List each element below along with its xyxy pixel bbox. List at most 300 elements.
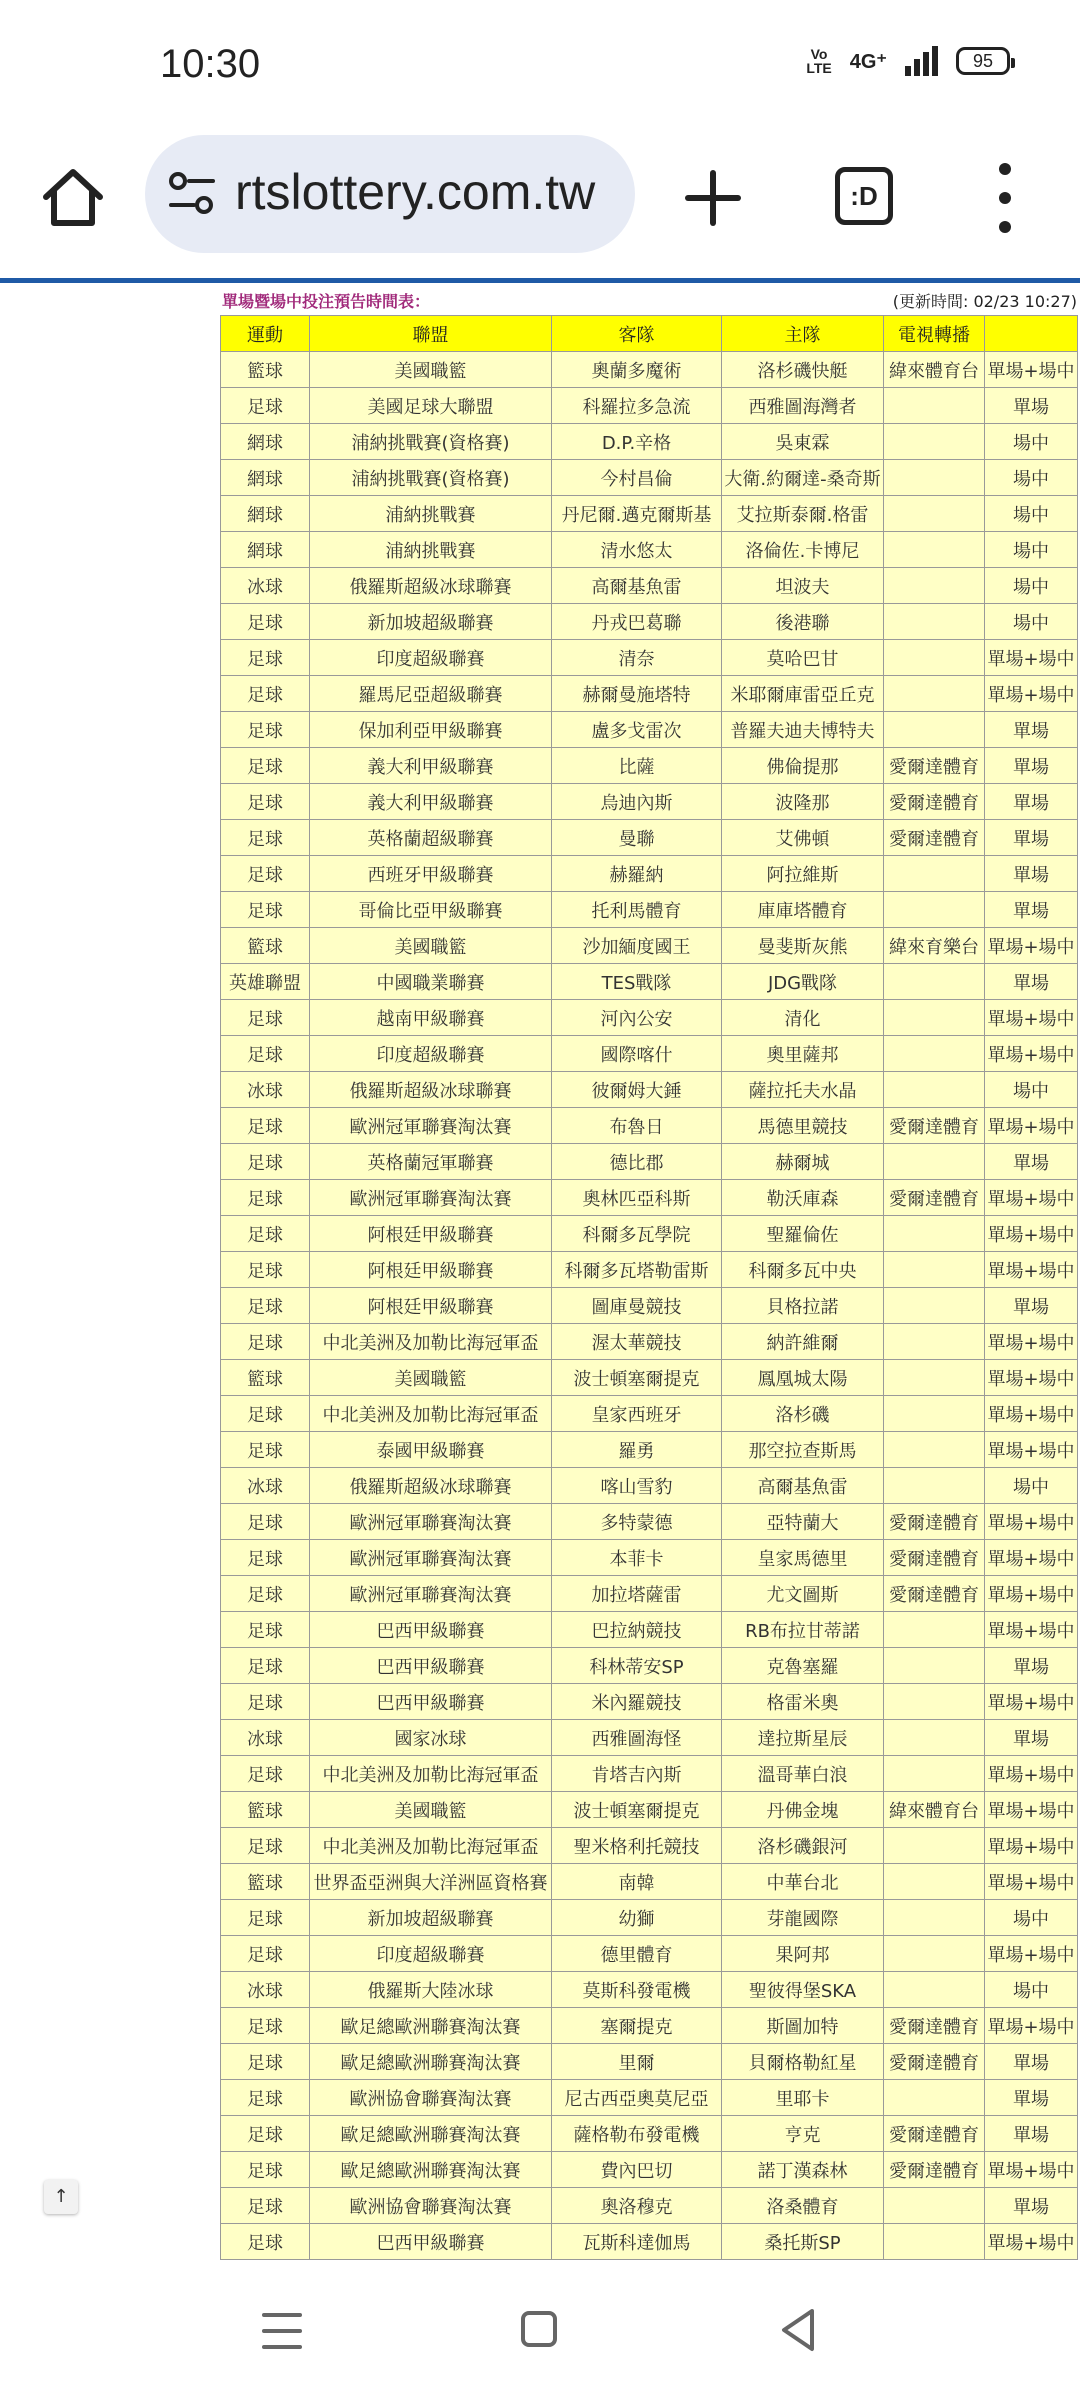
table-row: [221, 388, 1078, 424]
cell-sport: 足球: [221, 1756, 310, 1792]
cell-sport: 足球: [221, 1936, 310, 1972]
cell-tv: [884, 640, 985, 676]
cell-away-team: 渥太華競技: [552, 1324, 722, 1360]
cell-away-team: 比薩: [552, 748, 722, 784]
table-row: [221, 604, 1078, 640]
cell-home-team: 亨克: [722, 2116, 884, 2152]
cell-league: 哥倫比亞甲級聯賽: [310, 892, 552, 928]
header-type: [985, 316, 1078, 352]
table-row: [221, 748, 1078, 784]
table-row: [221, 2008, 1078, 2044]
table-row: [221, 1324, 1078, 1360]
cell-away-team: 南韓: [552, 1864, 722, 1900]
cell-home-team: 赫爾城: [722, 1144, 884, 1180]
cell-tv: [884, 388, 985, 424]
cell-league: 羅馬尼亞超級聯賽: [310, 676, 552, 712]
cell-tv: [884, 424, 985, 460]
cell-away-team: 科爾多瓦塔勒雷斯: [552, 1252, 722, 1288]
cell-away-team: 圖庫曼競技: [552, 1288, 722, 1324]
cell-bet-type: 單場: [985, 712, 1078, 748]
cell-away-team: 曼聯: [552, 820, 722, 856]
cell-tv: 愛爾達體育: [884, 1180, 985, 1216]
recents-icon[interactable]: [262, 2313, 302, 2349]
cell-bet-type: 單場+場中: [985, 1108, 1078, 1144]
table-row: [221, 568, 1078, 604]
cell-bet-type: 單場+場中: [985, 2008, 1078, 2044]
cell-league: 美國職籃: [310, 1792, 552, 1828]
signal-icon: [905, 46, 938, 76]
cell-bet-type: 單場+場中: [985, 640, 1078, 676]
cell-bet-type: 單場+場中: [985, 1180, 1078, 1216]
volte-icon: Vo LTE: [806, 46, 832, 76]
cell-sport: 網球: [221, 424, 310, 460]
cell-sport: 足球: [221, 1288, 310, 1324]
cell-away-team: 尼古西亞奧莫尼亞: [552, 2080, 722, 2116]
table-row: [221, 712, 1078, 748]
home-nav-icon[interactable]: [521, 2311, 557, 2347]
cell-tv: [884, 1648, 985, 1684]
cell-tv: [884, 1324, 985, 1360]
cell-away-team: 喀山雪豹: [552, 1468, 722, 1504]
cell-sport: 足球: [221, 676, 310, 712]
url-text[interactable]: rtslottery.com.tw: [235, 164, 596, 220]
table-row: [221, 1828, 1078, 1864]
cell-home-team: 克魯塞羅: [722, 1648, 884, 1684]
cell-home-team: 洛杉磯: [722, 1396, 884, 1432]
cell-bet-type: 單場+場中: [985, 1036, 1078, 1072]
browser-toolbar: [0, 135, 1080, 280]
cell-home-team: 中華台北: [722, 1864, 884, 1900]
cell-bet-type: 單場: [985, 2080, 1078, 2116]
table-row: [221, 496, 1078, 532]
cell-tv: [884, 1288, 985, 1324]
cell-sport: 足球: [221, 640, 310, 676]
cell-sport: 足球: [221, 1900, 310, 1936]
cell-tv: [884, 1828, 985, 1864]
cell-sport: 足球: [221, 1504, 310, 1540]
cell-away-team: 科羅拉多急流: [552, 388, 722, 424]
cell-home-team: 艾拉斯泰爾.格雷: [722, 496, 884, 532]
table-row: [221, 352, 1078, 388]
cell-home-team: 薩拉托夫水晶: [722, 1072, 884, 1108]
header-home: 主隊: [722, 316, 884, 352]
system-nav-bar: [0, 2263, 1080, 2400]
cell-sport: 足球: [221, 712, 310, 748]
cell-sport: 足球: [221, 604, 310, 640]
cell-bet-type: 單場: [985, 2116, 1078, 2152]
table-row: [221, 1000, 1078, 1036]
cell-home-team: 高爾基魚雷: [722, 1468, 884, 1504]
cell-bet-type: 單場: [985, 2188, 1078, 2224]
cell-bet-type: 單場+場中: [985, 1684, 1078, 1720]
cell-sport: 網球: [221, 496, 310, 532]
cell-tv: [884, 1252, 985, 1288]
cell-away-team: 費內巴切: [552, 2152, 722, 2188]
cell-league: 俄羅斯超級冰球聯賽: [310, 568, 552, 604]
cell-sport: 冰球: [221, 1972, 310, 2008]
site-settings-icon[interactable]: [167, 171, 217, 217]
address-bar[interactable]: [145, 135, 635, 253]
cell-tv: [884, 1720, 985, 1756]
cell-home-team: 馬德里競技: [722, 1108, 884, 1144]
cell-sport: 足球: [221, 1324, 310, 1360]
table-row: [221, 1900, 1078, 1936]
page-content: [0, 283, 1080, 2263]
cell-league: 阿根廷甲級聯賽: [310, 1288, 552, 1324]
cell-away-team: 奧洛穆克: [552, 2188, 722, 2224]
cell-away-team: 薩格勒布發電機: [552, 2116, 722, 2152]
cell-home-team: 納許維爾: [722, 1324, 884, 1360]
status-icons: [806, 46, 1010, 76]
cell-tv: 緯來體育台: [884, 1792, 985, 1828]
cell-sport: 冰球: [221, 1720, 310, 1756]
cell-home-team: 洛桑體育: [722, 2188, 884, 2224]
table-header: [221, 316, 1078, 352]
cell-away-team: 波士頓塞爾提克: [552, 1360, 722, 1396]
table-row: [221, 2080, 1078, 2116]
cell-league: 巴西甲級聯賽: [310, 2224, 552, 2260]
cell-home-team: 桑托斯SP: [722, 2224, 884, 2260]
cell-league: 中北美洲及加勒比海冠軍盃: [310, 1756, 552, 1792]
table-row: [221, 676, 1078, 712]
cell-tv: [884, 1216, 985, 1252]
table-row: [221, 424, 1078, 460]
cell-league: 歐洲協會聯賽淘汰賽: [310, 2080, 552, 2116]
header-away: 客隊: [552, 316, 722, 352]
cell-away-team: 皇家西班牙: [552, 1396, 722, 1432]
table-row: [221, 640, 1078, 676]
cell-tv: [884, 1900, 985, 1936]
cell-home-team: RB布拉甘蒂諾: [722, 1612, 884, 1648]
cell-tv: [884, 892, 985, 928]
table-row: [221, 1576, 1078, 1612]
table-row: [221, 1072, 1078, 1108]
table-row: [221, 2188, 1078, 2224]
cell-home-team: 鳳凰城太陽: [722, 1360, 884, 1396]
cell-league: 俄羅斯超級冰球聯賽: [310, 1072, 552, 1108]
cell-bet-type: 單場+場中: [985, 1216, 1078, 1252]
cell-bet-type: 單場+場中: [985, 1792, 1078, 1828]
cell-home-team: 聖彼得堡SKA: [722, 1972, 884, 2008]
cell-away-team: 丹戎巴葛聯: [552, 604, 722, 640]
table-row: [221, 1144, 1078, 1180]
cell-tv: [884, 1144, 985, 1180]
cell-home-team: 西雅圖海灣者: [722, 388, 884, 424]
cell-sport: 足球: [221, 1648, 310, 1684]
cell-sport: 足球: [221, 1828, 310, 1864]
cell-home-team: 米耶爾庫雷亞丘克: [722, 676, 884, 712]
table-row: [221, 2116, 1078, 2152]
cell-away-team: 彼爾姆大錘: [552, 1072, 722, 1108]
cell-sport: 足球: [221, 388, 310, 424]
cell-league: 國家冰球: [310, 1720, 552, 1756]
cell-away-team: 幼獅: [552, 1900, 722, 1936]
cell-league: 歐洲冠軍聯賽淘汰賽: [310, 1108, 552, 1144]
header-sport: 運動: [221, 316, 310, 352]
cell-tv: 愛爾達體育: [884, 748, 985, 784]
cell-bet-type: 場中: [985, 460, 1078, 496]
scroll-to-top-button[interactable]: ↑: [44, 2180, 78, 2214]
back-icon[interactable]: [778, 2307, 818, 2353]
table-row: [221, 1648, 1078, 1684]
cell-tv: [884, 712, 985, 748]
cell-home-team: 洛倫佐.卡博尼: [722, 532, 884, 568]
cell-home-team: 奧里薩邦: [722, 1036, 884, 1072]
cell-sport: 足球: [221, 2080, 310, 2116]
cell-away-team: 羅勇: [552, 1432, 722, 1468]
cell-bet-type: 單場+場中: [985, 1540, 1078, 1576]
cell-away-team: 國際喀什: [552, 1036, 722, 1072]
cell-bet-type: 單場: [985, 856, 1078, 892]
cell-tv: 愛爾達體育: [884, 1576, 985, 1612]
cell-tv: [884, 1036, 985, 1072]
cell-sport: 足球: [221, 892, 310, 928]
cell-bet-type: 單場+場中: [985, 2224, 1078, 2260]
cell-bet-type: 單場: [985, 748, 1078, 784]
cell-home-team: 艾佛頓: [722, 820, 884, 856]
cell-sport: 足球: [221, 748, 310, 784]
cell-tv: [884, 1864, 985, 1900]
cell-bet-type: 單場+場中: [985, 1576, 1078, 1612]
table-row: [221, 532, 1078, 568]
cell-bet-type: 單場+場中: [985, 1360, 1078, 1396]
cell-away-team: 聖米格利托競技: [552, 1828, 722, 1864]
cell-tv: [884, 604, 985, 640]
cell-sport: 冰球: [221, 1468, 310, 1504]
cell-league: 越南甲級聯賽: [310, 1000, 552, 1036]
cell-sport: 足球: [221, 2224, 310, 2260]
cell-home-team: 曼斐斯灰熊: [722, 928, 884, 964]
table-row: [221, 964, 1078, 1000]
cell-away-team: 科林蒂安SP: [552, 1648, 722, 1684]
clock: 10:30: [160, 42, 261, 86]
cell-sport: 足球: [221, 2188, 310, 2224]
battery-icon: 95: [956, 47, 1010, 75]
table-row: [221, 1864, 1078, 1900]
cell-bet-type: 場中: [985, 604, 1078, 640]
cell-sport: 足球: [221, 1000, 310, 1036]
cell-away-team: 肯塔吉內斯: [552, 1756, 722, 1792]
cell-sport: 足球: [221, 1576, 310, 1612]
cell-sport: 足球: [221, 1216, 310, 1252]
cell-league: 俄羅斯超級冰球聯賽: [310, 1468, 552, 1504]
cell-sport: 足球: [221, 1252, 310, 1288]
cell-bet-type: 單場+場中: [985, 1756, 1078, 1792]
cell-bet-type: 單場+場中: [985, 1504, 1078, 1540]
tab-switcher-button[interactable]: :D: [835, 167, 893, 225]
table-row: [221, 1288, 1078, 1324]
cell-away-team: 西雅圖海怪: [552, 1720, 722, 1756]
cell-tv: [884, 856, 985, 892]
cell-away-team: 米內羅競技: [552, 1684, 722, 1720]
status-bar: [0, 0, 1080, 135]
cell-tv: 愛爾達體育: [884, 2152, 985, 2188]
cell-tv: 愛爾達體育: [884, 2116, 985, 2152]
cell-league: 中北美洲及加勒比海冠軍盃: [310, 1324, 552, 1360]
cell-bet-type: 單場+場中: [985, 2152, 1078, 2188]
cell-away-team: 德里體育: [552, 1936, 722, 1972]
table-row: [221, 1936, 1078, 1972]
cell-away-team: 赫羅納: [552, 856, 722, 892]
home-icon[interactable]: [38, 163, 108, 233]
cell-tv: [884, 1684, 985, 1720]
cell-sport: 足球: [221, 1036, 310, 1072]
cell-home-team: 丹佛金塊: [722, 1792, 884, 1828]
cell-tv: [884, 1936, 985, 1972]
table-row: [221, 928, 1078, 964]
table-row: [221, 1684, 1078, 1720]
table-row: [221, 1612, 1078, 1648]
cell-bet-type: 單場: [985, 388, 1078, 424]
cell-league: 巴西甲級聯賽: [310, 1684, 552, 1720]
cell-away-team: 清水悠太: [552, 532, 722, 568]
cell-tv: 愛爾達體育: [884, 1108, 985, 1144]
cell-home-team: 貝爾格勒紅星: [722, 2044, 884, 2080]
cell-bet-type: 單場+場中: [985, 352, 1078, 388]
cell-league: 義大利甲級聯賽: [310, 784, 552, 820]
cell-tv: 愛爾達體育: [884, 784, 985, 820]
table-row: [221, 1720, 1078, 1756]
cell-sport: 籃球: [221, 1360, 310, 1396]
cell-sport: 足球: [221, 1144, 310, 1180]
cell-tv: 愛爾達體育: [884, 1540, 985, 1576]
cell-tv: [884, 496, 985, 532]
cell-bet-type: 單場: [985, 1648, 1078, 1684]
cell-sport: 足球: [221, 1108, 310, 1144]
cell-league: 俄羅斯大陸冰球: [310, 1972, 552, 2008]
cell-league: 浦納挑戰賽(資格賽): [310, 424, 552, 460]
cell-sport: 籃球: [221, 352, 310, 388]
cell-league: 阿根廷甲級聯賽: [310, 1252, 552, 1288]
cell-sport: 冰球: [221, 1072, 310, 1108]
cell-sport: 網球: [221, 460, 310, 496]
table-row: [221, 1360, 1078, 1396]
cell-home-team: 貝格拉諾: [722, 1288, 884, 1324]
cell-sport: 英雄聯盟: [221, 964, 310, 1000]
cell-bet-type: 單場+場中: [985, 1396, 1078, 1432]
cell-league: 中北美洲及加勒比海冠軍盃: [310, 1396, 552, 1432]
cell-sport: 足球: [221, 784, 310, 820]
cell-bet-type: 場中: [985, 496, 1078, 532]
cell-bet-type: 單場: [985, 892, 1078, 928]
cell-bet-type: 單場+場中: [985, 1252, 1078, 1288]
table-row: [221, 1504, 1078, 1540]
cell-bet-type: 單場: [985, 1144, 1078, 1180]
cell-sport: 足球: [221, 2044, 310, 2080]
cell-home-team: 諾丁漢森林: [722, 2152, 884, 2188]
more-options-icon[interactable]: [990, 163, 1020, 233]
cell-tv: 愛爾達體育: [884, 2044, 985, 2080]
cell-tv: 愛爾達體育: [884, 1504, 985, 1540]
cell-home-team: 波隆那: [722, 784, 884, 820]
cell-league: 歐足總歐洲聯賽淘汰賽: [310, 2044, 552, 2080]
cell-bet-type: 單場: [985, 1720, 1078, 1756]
cell-away-team: 多特蒙德: [552, 1504, 722, 1540]
network-type-icon: 4G⁺: [849, 50, 887, 73]
cell-sport: 網球: [221, 532, 310, 568]
schedule-title: 單場暨場中投注預告時間表：: [222, 292, 431, 311]
cell-tv: [884, 1432, 985, 1468]
schedule-table: [220, 315, 1078, 2260]
table-row: [221, 784, 1078, 820]
cell-sport: 足球: [221, 2008, 310, 2044]
cell-home-team: 聖羅倫佐: [722, 1216, 884, 1252]
cell-sport: 足球: [221, 1684, 310, 1720]
cell-sport: 足球: [221, 856, 310, 892]
cell-tv: [884, 676, 985, 712]
cell-league: 印度超級聯賽: [310, 1936, 552, 1972]
cell-home-team: 皇家馬德里: [722, 1540, 884, 1576]
cell-away-team: 烏迪內斯: [552, 784, 722, 820]
cell-home-team: 阿拉維斯: [722, 856, 884, 892]
cell-home-team: JDG戰隊: [722, 964, 884, 1000]
cell-sport: 籃球: [221, 1792, 310, 1828]
cell-home-team: 莫哈巴甘: [722, 640, 884, 676]
cell-away-team: 塞爾提克: [552, 2008, 722, 2044]
cell-away-team: TES戰隊: [552, 964, 722, 1000]
cell-home-team: 那空拉查斯馬: [722, 1432, 884, 1468]
cell-away-team: D.P.辛格: [552, 424, 722, 460]
cell-sport: 足球: [221, 1396, 310, 1432]
cell-league: 新加坡超級聯賽: [310, 604, 552, 640]
cell-tv: [884, 1072, 985, 1108]
cell-sport: 足球: [221, 1612, 310, 1648]
cell-home-team: 洛杉磯銀河: [722, 1828, 884, 1864]
cell-home-team: 溫哥華白浪: [722, 1756, 884, 1792]
cell-away-team: 沙加緬度國王: [552, 928, 722, 964]
cell-league: 印度超級聯賽: [310, 640, 552, 676]
cell-league: 中北美洲及加勒比海冠軍盃: [310, 1828, 552, 1864]
cell-league: 世界盃亞洲與大洋洲區資格賽: [310, 1864, 552, 1900]
cell-tv: [884, 1396, 985, 1432]
cell-tv: [884, 964, 985, 1000]
header-league: 聯盟: [310, 316, 552, 352]
cell-home-team: 科爾多瓦中央: [722, 1252, 884, 1288]
cell-home-team: 勒沃庫森: [722, 1180, 884, 1216]
cell-home-team: 清化: [722, 1000, 884, 1036]
cell-away-team: 奧林匹亞科斯: [552, 1180, 722, 1216]
cell-tv: 緯來育樂台: [884, 928, 985, 964]
cell-league: 美國職籃: [310, 928, 552, 964]
cell-away-team: 托利馬體育: [552, 892, 722, 928]
cell-home-team: 普羅夫迪夫博特夫: [722, 712, 884, 748]
cell-bet-type: 單場+場中: [985, 1324, 1078, 1360]
cell-home-team: 達拉斯星辰: [722, 1720, 884, 1756]
cell-tv: 愛爾達體育: [884, 2008, 985, 2044]
cell-away-team: 奧蘭多魔術: [552, 352, 722, 388]
cell-home-team: 格雷米奧: [722, 1684, 884, 1720]
cell-bet-type: 單場+場中: [985, 1936, 1078, 1972]
new-tab-icon[interactable]: [680, 165, 746, 231]
cell-tv: [884, 2080, 985, 2116]
table-row: [221, 820, 1078, 856]
cell-league: 英格蘭超級聯賽: [310, 820, 552, 856]
cell-bet-type: 單場+場中: [985, 928, 1078, 964]
table-row: [221, 460, 1078, 496]
cell-league: 新加坡超級聯賽: [310, 1900, 552, 1936]
cell-bet-type: 單場: [985, 1288, 1078, 1324]
cell-sport: 足球: [221, 1432, 310, 1468]
cell-sport: 足球: [221, 2116, 310, 2152]
cell-away-team: 加拉塔薩雷: [552, 1576, 722, 1612]
table-row: [221, 892, 1078, 928]
cell-away-team: 河內公安: [552, 1000, 722, 1036]
table-row: [221, 1432, 1078, 1468]
cell-tv: 緯來體育台: [884, 352, 985, 388]
cell-away-team: 清奈: [552, 640, 722, 676]
cell-bet-type: 單場+場中: [985, 676, 1078, 712]
cell-league: 美國職籃: [310, 1360, 552, 1396]
